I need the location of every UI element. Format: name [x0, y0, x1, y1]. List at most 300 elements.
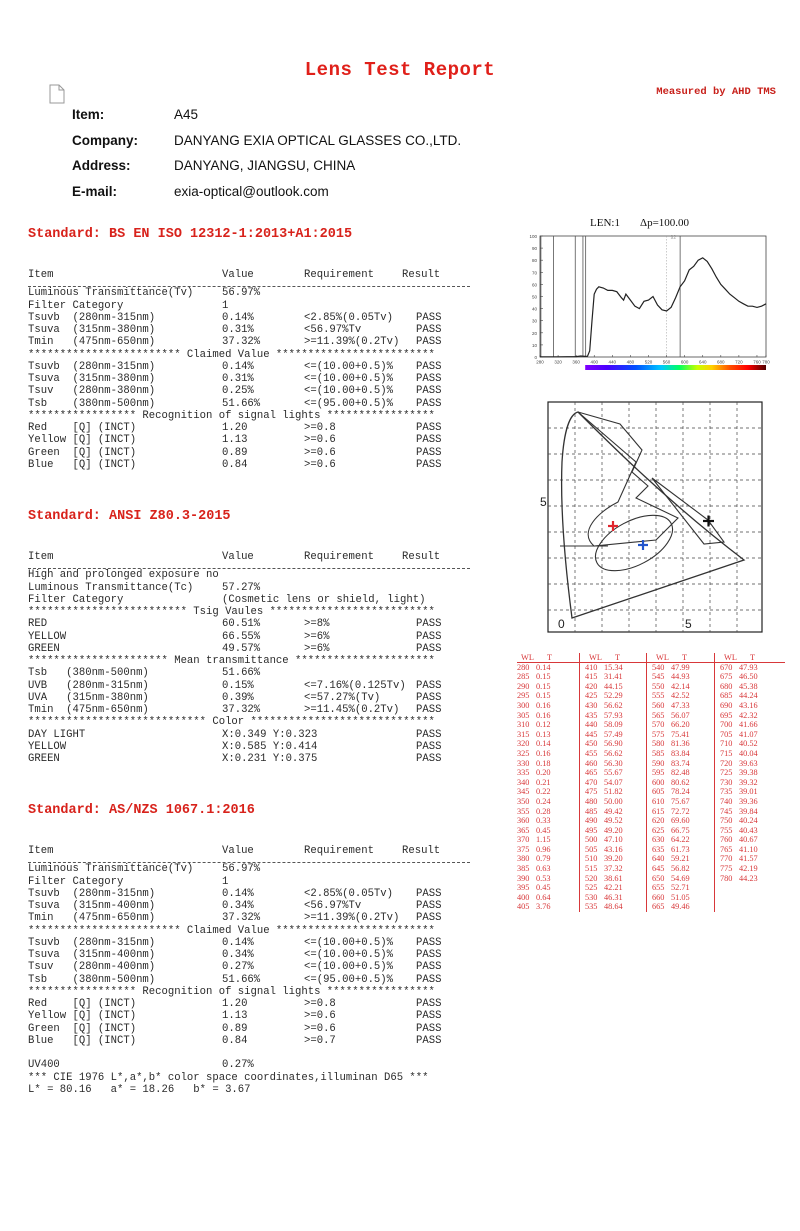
table-row — [28, 618, 470, 630]
x-tick-label: 680 — [717, 359, 725, 365]
wl-value: 560 — [652, 700, 665, 710]
row-cell: >=0.7 — [304, 1034, 336, 1047]
row-cell: PASS — [416, 360, 442, 373]
wl-value: 665 — [652, 902, 665, 912]
t-value: 38.61 — [604, 873, 623, 883]
t-value: 44.23 — [739, 873, 758, 883]
t-value: 58.09 — [604, 720, 623, 730]
table-row — [28, 361, 470, 373]
row-cell: 0.84 — [222, 458, 248, 471]
wl-row — [517, 883, 785, 893]
row-cell: 1 — [222, 299, 229, 312]
row-cell: PASS — [416, 336, 442, 349]
row-cell: 1.13 — [222, 1010, 248, 1023]
standard-title: Standard: AS/NZS 1067.1:2016 — [28, 803, 255, 818]
x-tick-label: 780 — [762, 359, 770, 365]
table-row — [28, 312, 470, 324]
t-value: 37.32 — [604, 864, 623, 874]
t-value: 0.45 — [536, 883, 551, 893]
info-label: Address: — [72, 158, 131, 173]
table-row — [28, 582, 470, 594]
table-row — [28, 741, 470, 753]
line-text: ***************** Recognition of signal lights ***************** — [28, 409, 435, 422]
t-value: 39.38 — [739, 768, 758, 778]
t-value: 47.99 — [671, 662, 690, 672]
row-cell: >=11.39%(0.2Tv) — [304, 336, 400, 349]
row-cell: 0.14% — [222, 936, 254, 949]
wl-value: 570 — [652, 720, 665, 730]
row-cell: 49.57% — [222, 642, 261, 655]
wl-value: 280 — [517, 662, 530, 672]
text-line — [28, 569, 470, 581]
wl-value: 490 — [585, 816, 598, 826]
table-row — [28, 974, 470, 986]
wl-value: 750 — [720, 816, 733, 826]
x-tick-label: 440 — [608, 359, 617, 365]
wl-value: 605 — [652, 787, 665, 797]
t-value: 57.49 — [604, 729, 623, 739]
info-value: exia-optical@outlook.com — [174, 184, 329, 199]
row-cell: UV400 — [28, 1059, 60, 1072]
wl-value: 655 — [652, 883, 665, 893]
line-text: ************************ Claimed Value ************************* — [28, 924, 435, 937]
row-cell: <=(10.00+0.5)% — [304, 961, 394, 974]
t-value: 39.36 — [739, 796, 758, 806]
wl-value: 530 — [585, 892, 598, 902]
table-row — [28, 998, 470, 1010]
cie-chromaticity-chart — [540, 402, 762, 632]
row-cell: Yellow [Q] (INCT) — [28, 434, 137, 447]
row-cell: 66.55% — [222, 630, 261, 643]
cie-y-axis-label: 5 — [540, 495, 547, 509]
header-cell: Result — [402, 845, 441, 857]
wl-row — [517, 701, 785, 711]
t-value: 0.21 — [536, 777, 551, 787]
row-cell: PASS — [416, 1010, 442, 1023]
table-row — [28, 643, 470, 655]
table-row — [28, 912, 470, 924]
wl-value: 620 — [652, 816, 665, 826]
t-value: 0.15 — [536, 681, 551, 691]
row-cell: <=(95.00+0.5)% — [304, 973, 394, 986]
wl-value: 710 — [720, 739, 733, 749]
row-cell: >=0.6 — [304, 458, 336, 471]
spectrum-gradient — [585, 365, 766, 370]
wl-row — [517, 902, 785, 912]
t-value: 56.07 — [671, 710, 690, 720]
row-cell: PASS — [416, 1022, 442, 1035]
line-text: ***************** Recognition of signal lights ***************** — [28, 985, 435, 998]
t-value: 52.29 — [604, 691, 623, 701]
t-value: 3.76 — [536, 902, 551, 912]
row-cell: Yellow [Q] (INCT) — [28, 1010, 137, 1023]
t-value: 49.46 — [671, 902, 690, 912]
t-value: 56.30 — [604, 758, 623, 768]
wl-value: 425 — [585, 691, 598, 701]
marker-label: 92 — [670, 235, 677, 241]
wl-row — [517, 759, 785, 769]
row-cell: <=(95.00+0.5)% — [304, 397, 394, 410]
t-value: 39.32 — [739, 777, 758, 787]
wl-value: 640 — [652, 854, 665, 864]
row-cell: Tsuvb (280nm-315nm) — [28, 311, 156, 324]
table-row — [28, 434, 470, 446]
row-cell: 1.13 — [222, 434, 248, 447]
header-cell: Item — [28, 551, 54, 563]
row-cell: PASS — [416, 728, 442, 741]
table-row — [28, 1035, 470, 1047]
t-header: T — [750, 653, 756, 662]
row-cell: PASS — [416, 618, 442, 631]
wl-value: 385 — [517, 864, 530, 874]
wl-value: 310 — [517, 720, 530, 730]
t-value: 39.63 — [739, 758, 758, 768]
wl-value: 590 — [652, 758, 665, 768]
table-row — [28, 729, 470, 741]
wl-value: 565 — [652, 710, 665, 720]
row-cell: PASS — [416, 642, 442, 655]
wl-value: 285 — [517, 672, 530, 682]
wl-value: 575 — [652, 729, 665, 739]
row-cell: <=(10.00+0.5)% — [304, 360, 394, 373]
row-cell: >=0.6 — [304, 1022, 336, 1035]
t-value: 46.31 — [604, 892, 623, 902]
row-cell: PASS — [416, 936, 442, 949]
line-text: ************************* Tsig Vaules ************************** — [28, 606, 435, 618]
text-line — [28, 655, 470, 667]
t-value: 59.21 — [671, 854, 690, 864]
t-value: 47.33 — [671, 700, 690, 710]
row-cell: Tsuva (315nm-400nm) — [28, 900, 156, 912]
t-value: 66.20 — [671, 720, 690, 730]
t-value: 0.16 — [536, 700, 551, 710]
table-row — [28, 863, 470, 875]
header-cell: Value — [222, 551, 254, 563]
x-tick-label: 280 — [536, 359, 544, 365]
t-value: 42.52 — [671, 691, 690, 701]
wl-value: 770 — [720, 854, 733, 864]
row-cell: DAY LIGHT — [28, 728, 86, 741]
t-value: 0.13 — [536, 729, 551, 739]
table-row — [28, 888, 470, 900]
wl-value: 335 — [517, 768, 530, 778]
table-row — [28, 1059, 470, 1071]
t-value: 0.24 — [536, 796, 551, 806]
table-row — [28, 900, 470, 912]
t-value: 39.01 — [739, 787, 758, 797]
row-cell: Filter Category — [28, 593, 124, 606]
wl-value: 475 — [585, 787, 598, 797]
table-row — [28, 287, 470, 299]
x-tick-label: 400 — [590, 359, 598, 365]
table-header — [28, 845, 470, 857]
t-value: 56.62 — [604, 700, 623, 710]
header-cell: Requirement — [304, 269, 374, 281]
text-line — [28, 716, 470, 728]
y-tick-label: 70 — [531, 270, 537, 276]
t-value: 39.20 — [604, 854, 623, 864]
wl-value: 510 — [585, 854, 598, 864]
wl-value: 745 — [720, 806, 733, 816]
table-row — [28, 876, 470, 888]
wl-value: 625 — [652, 825, 665, 835]
t-value: 40.52 — [739, 739, 758, 749]
wl-value: 400 — [517, 892, 530, 902]
wl-value: 390 — [517, 873, 530, 883]
text-line — [28, 1084, 470, 1096]
t-header: T — [682, 653, 688, 662]
spec-len-label: LEN:1 — [590, 217, 620, 229]
line-text: *** CIE 1976 L*,a*,b* color space coordinates,illuminan D65 *** — [28, 1071, 429, 1084]
t-value: 0.12 — [536, 720, 551, 730]
wl-value: 515 — [585, 864, 598, 874]
t-header: T — [547, 653, 553, 662]
row-cell: >=0.6 — [304, 1010, 336, 1023]
header-cell: Result — [402, 551, 441, 563]
wl-value: 380 — [517, 854, 530, 864]
wl-value: 695 — [720, 710, 733, 720]
section-table — [28, 551, 470, 765]
wl-row — [517, 711, 785, 721]
table-row — [28, 949, 470, 961]
row-cell: 0.25% — [222, 385, 254, 398]
wl-value: 615 — [652, 806, 665, 816]
row-cell: 0.27% — [222, 961, 254, 974]
row-cell: Tsb (380nm-500nm) — [28, 397, 156, 410]
row-cell: <=(10.00+0.5)% — [304, 385, 394, 398]
row-cell: >=6% — [304, 630, 330, 643]
standard-title: Standard: ANSI Z80.3-2015 — [28, 509, 231, 524]
table-row — [28, 373, 470, 385]
row-cell: PASS — [416, 630, 442, 643]
info-value: DANYANG, JIANGSU, CHINA — [174, 158, 356, 173]
wl-header: WL — [724, 653, 737, 662]
section-table — [28, 269, 470, 471]
wl-value: 645 — [652, 864, 665, 874]
row-cell: 1 — [222, 875, 229, 888]
wl-value: 660 — [652, 892, 665, 902]
wavelength-transmittance-table — [517, 653, 785, 912]
wl-value: 780 — [720, 873, 733, 883]
text-line — [28, 925, 470, 937]
t-value: 0.53 — [536, 873, 551, 883]
y-tick-label: 60 — [531, 282, 537, 288]
header-cell: Requirement — [304, 845, 374, 857]
t-value: 80.62 — [671, 777, 690, 787]
y-tick-label: 100 — [529, 234, 537, 239]
x-tick-label: 720 — [735, 359, 743, 365]
row-cell: X:0.231 Y:0.375 — [222, 753, 318, 765]
text-line — [28, 986, 470, 998]
row-cell: 0.84 — [222, 1034, 248, 1047]
t-value: 0.18 — [536, 758, 551, 768]
t-value: 56.82 — [671, 864, 690, 874]
transmittance-spectrum-chart — [504, 214, 776, 376]
wl-value: 365 — [517, 825, 530, 835]
t-value: 0.63 — [536, 864, 551, 874]
row-cell: 1.20 — [222, 998, 248, 1010]
row-cell: >=11.45%(0.2Tv) — [304, 704, 400, 716]
table-row — [28, 398, 470, 410]
wl-value: 600 — [652, 777, 665, 787]
table-row — [28, 680, 470, 692]
row-cell: <2.85%(0.05Tv) — [304, 887, 394, 900]
row-cell: >=11.39%(0.2Tv) — [304, 912, 400, 925]
row-cell: Tsuva (315nm-400nm) — [28, 949, 156, 961]
row-cell: Tsuv (280nm-380nm) — [28, 385, 156, 398]
wl-value: 685 — [720, 691, 733, 701]
row-cell: PASS — [416, 397, 442, 410]
line-text: **************************** Color ***************************** — [28, 716, 435, 729]
report-title: Lens Test Report — [304, 59, 496, 81]
t-value: 44.24 — [739, 691, 758, 701]
row-cell: Green [Q] (INCT) — [28, 1022, 137, 1035]
row-cell: 56.97% — [222, 863, 261, 876]
row-cell: 0.31% — [222, 373, 254, 385]
t-value: 66.75 — [671, 825, 690, 835]
t-header: T — [615, 653, 621, 662]
wl-value: 440 — [585, 720, 598, 730]
header-cell: Item — [28, 269, 54, 281]
wl-value: 580 — [652, 739, 665, 749]
row-cell: PASS — [416, 740, 442, 753]
wl-value: 350 — [517, 796, 530, 806]
wl-value: 485 — [585, 806, 598, 816]
row-cell: 60.51% — [222, 618, 261, 631]
table-row — [28, 336, 470, 348]
t-value: 42.14 — [671, 681, 690, 691]
row-cell: RED — [28, 618, 48, 631]
row-cell: 0.14% — [222, 360, 254, 373]
y-tick-label: 80 — [531, 258, 537, 264]
t-value: 61.73 — [671, 844, 690, 854]
y-tick-label: 0 — [534, 355, 537, 360]
row-cell: 1.20 — [222, 422, 248, 434]
wl-value: 500 — [585, 835, 598, 845]
t-value: 46.50 — [739, 672, 758, 682]
document-icon — [48, 84, 66, 104]
table-row — [28, 422, 470, 434]
wl-value: 445 — [585, 729, 598, 739]
t-value: 56.90 — [604, 739, 623, 749]
row-cell: 0.14% — [222, 887, 254, 900]
table-row — [28, 300, 470, 312]
wl-value: 435 — [585, 710, 598, 720]
wl-row — [517, 663, 785, 673]
row-cell: PASS — [416, 434, 442, 447]
row-cell: <56.97%Tv — [304, 900, 362, 912]
wl-value: 325 — [517, 748, 530, 758]
x-tick-label: 520 — [644, 359, 653, 365]
wl-value: 755 — [720, 825, 733, 835]
wl-value: 720 — [720, 758, 733, 768]
row-cell: PASS — [416, 679, 442, 692]
t-value: 75.67 — [671, 796, 690, 806]
t-value: 0.22 — [536, 787, 551, 797]
wl-value: 545 — [652, 672, 665, 682]
wl-row — [517, 845, 785, 855]
wl-value: 315 — [517, 729, 530, 739]
wl-row — [517, 797, 785, 807]
wl-header: WL — [656, 653, 669, 662]
wl-value: 700 — [720, 720, 733, 730]
wl-header: WL — [521, 653, 534, 662]
t-value: 41.57 — [739, 854, 758, 864]
t-value: 47.10 — [604, 835, 623, 845]
t-value: 54.69 — [671, 873, 690, 883]
t-value: 55.67 — [604, 768, 623, 778]
row-cell: <=(10.00+0.5)% — [304, 949, 394, 961]
wl-value: 585 — [652, 748, 665, 758]
row-cell: UVA (315nm-380nm) — [28, 691, 149, 704]
info-label: Item: — [72, 107, 105, 122]
row-cell: Tmin (475nm-650nm) — [28, 704, 149, 716]
t-value: 0.64 — [536, 892, 551, 902]
row-cell: PASS — [416, 691, 442, 704]
wl-value: 375 — [517, 844, 530, 854]
t-value: 56.62 — [604, 748, 623, 758]
wl-value: 340 — [517, 777, 530, 787]
table-row — [28, 324, 470, 336]
t-value: 40.24 — [739, 816, 758, 826]
wl-value: 450 — [585, 739, 598, 749]
t-value: 42.21 — [604, 883, 623, 893]
wl-row — [517, 739, 785, 749]
row-cell: Filter Category — [28, 299, 124, 312]
row-cell: PASS — [416, 422, 442, 434]
wl-value: 460 — [585, 758, 598, 768]
t-value: 41.66 — [739, 720, 758, 730]
row-cell: 0.89 — [222, 446, 248, 459]
row-cell: PASS — [416, 373, 442, 385]
wl-value: 680 — [720, 681, 733, 691]
t-value: 43.16 — [739, 700, 758, 710]
wl-row — [517, 835, 785, 845]
row-cell: <56.97%Tv — [304, 324, 362, 336]
wl-row — [517, 691, 785, 701]
t-value: 42.19 — [739, 864, 758, 874]
wl-value: 730 — [720, 777, 733, 787]
y-tick-label: 20 — [531, 330, 537, 336]
row-cell: >=0.6 — [304, 434, 336, 447]
row-cell: PASS — [416, 900, 442, 912]
wl-value: 505 — [585, 844, 598, 854]
row-cell: GREEN — [28, 753, 60, 765]
row-cell: >=8% — [304, 618, 330, 631]
table-row — [28, 385, 470, 397]
row-cell: 0.89 — [222, 1022, 248, 1035]
row-cell: 37.32% — [222, 704, 261, 716]
standard-title: Standard: BS EN ISO 12312-1:2013+A1:2015 — [28, 227, 353, 242]
wl-value: 405 — [517, 902, 530, 912]
t-value: 83.74 — [671, 758, 690, 768]
t-value: 57.93 — [604, 710, 623, 720]
t-value: 52.71 — [671, 883, 690, 893]
spectrum-color-bar — [585, 365, 766, 370]
wl-value: 305 — [517, 710, 530, 720]
row-cell: 0.27% — [222, 1059, 254, 1072]
t-value: 15.34 — [604, 662, 623, 672]
row-cell: X:0.585 Y:0.414 — [222, 740, 318, 753]
text-line — [28, 1072, 470, 1084]
table-row — [28, 692, 470, 704]
t-value: 0.15 — [536, 691, 551, 701]
t-value: 44.93 — [671, 672, 690, 682]
wl-value: 705 — [720, 729, 733, 739]
wl-value: 455 — [585, 748, 598, 758]
t-value: 81.36 — [671, 739, 690, 749]
wl-value: 630 — [652, 835, 665, 845]
